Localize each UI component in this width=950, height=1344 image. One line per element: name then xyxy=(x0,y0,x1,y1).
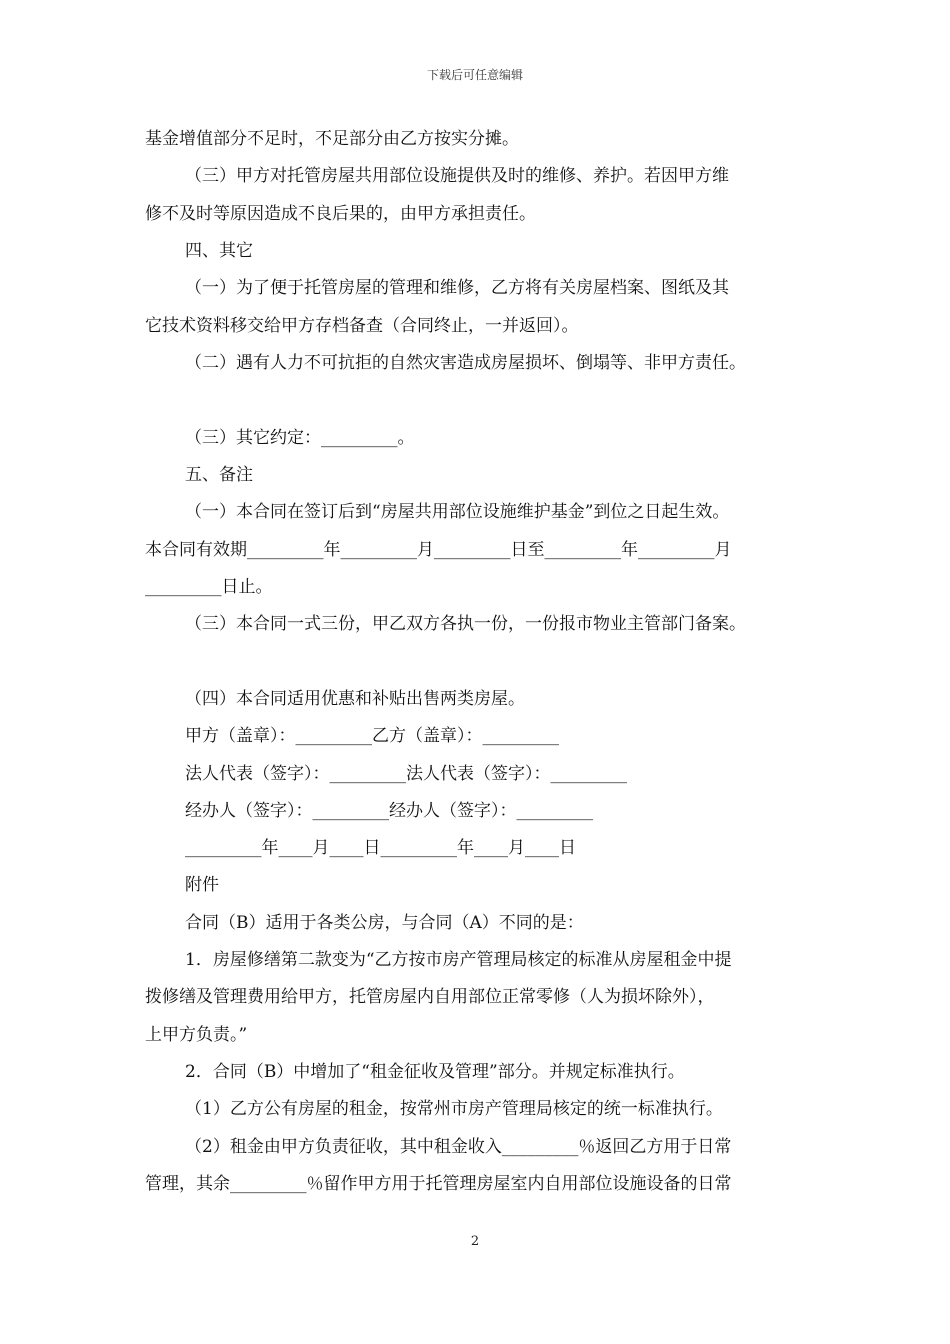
paragraph-line: 1．房屋修缮第二款变为“乙方按市房产管理局核定的标准从房屋租金中提 xyxy=(185,950,732,970)
paragraph-line: （一）为了便于托管房屋的管理和维修，乙方将有关房屋档案、图纸及其 xyxy=(185,278,729,298)
paragraph-line: 拨修缮及管理费用给甲方，托管房屋内自用部位正常零修（人为损坏除外）， xyxy=(145,987,715,1007)
signature-line: 甲方（盖章）：_________乙方（盖章）：_________ xyxy=(185,726,559,746)
paragraph-line: 修不及时等原因造成不良后果的，由甲方承担责任。 xyxy=(145,204,536,224)
paragraph-line: 合同（B）适用于各类公房，与合同（A）不同的是： xyxy=(185,913,584,933)
section-heading: 四、其它 xyxy=(185,241,253,261)
page-header: 下载后可任意编辑 xyxy=(426,68,523,82)
paragraph-line: （三）其它约定：_________。 xyxy=(185,428,415,448)
date-line: _________年____月____日_________年____月____日 xyxy=(185,838,576,858)
paragraph-line: （一）本合同在签订后到“房屋共用部位设施维护基金”到位之日起生效。 xyxy=(185,502,730,522)
paragraph-line: 它技术资料移交给甲方存档备查（合同终止，一并返回）。 xyxy=(145,316,579,336)
section-heading: 五、备注 xyxy=(185,465,253,485)
paragraph-line: _________日止。 xyxy=(145,577,273,597)
paragraph-line: （四）本合同适用优惠和补贴出售两类房屋。 xyxy=(185,689,525,709)
paragraph-line: 上甲方负责。” xyxy=(145,1025,248,1045)
paragraph-line: （三）本合同一式三份，甲乙双方各执一份，一份报市物业主管部门备案。 xyxy=(185,614,746,634)
paragraph-line: （三）甲方对托管房屋共用部位设施提供及时的维修、养护。若因甲方维 xyxy=(185,166,729,186)
paragraph-line: （二）遇有人力不可抗拒的自然灾害造成房屋损坏、倒塌等、非甲方责任。 xyxy=(185,353,746,373)
paragraph-line: （2）租金由甲方负责征收，其中租金收入_________％返回乙方用于日常 xyxy=(185,1137,732,1157)
signature-line: 经办人（签字）：_________经办人（签字）：_________ xyxy=(185,801,593,821)
page-number: 2 xyxy=(470,1234,480,1249)
section-heading: 附件 xyxy=(185,875,219,895)
paragraph-line: 2．合同（B）中增加了“租金征收及管理”部分。并规定标准执行。 xyxy=(185,1062,685,1082)
paragraph-line: 本合同有效期_________年_________月_________日至_________年_________月 xyxy=(145,540,732,560)
paragraph-line: （1）乙方公有房屋的租金，按常州市房产管理局核定的统一标准执行。 xyxy=(185,1099,723,1119)
paragraph-line: 管理，其余_________％留作甲方用于托管理房屋室内自用部位设施设备的日常 xyxy=(145,1174,732,1194)
paragraph-line: 基金增值部分不足时，不足部分由乙方按实分摊。 xyxy=(145,129,519,149)
signature-line: 法人代表（签字）：_________法人代表（签字）：_________ xyxy=(185,764,627,784)
